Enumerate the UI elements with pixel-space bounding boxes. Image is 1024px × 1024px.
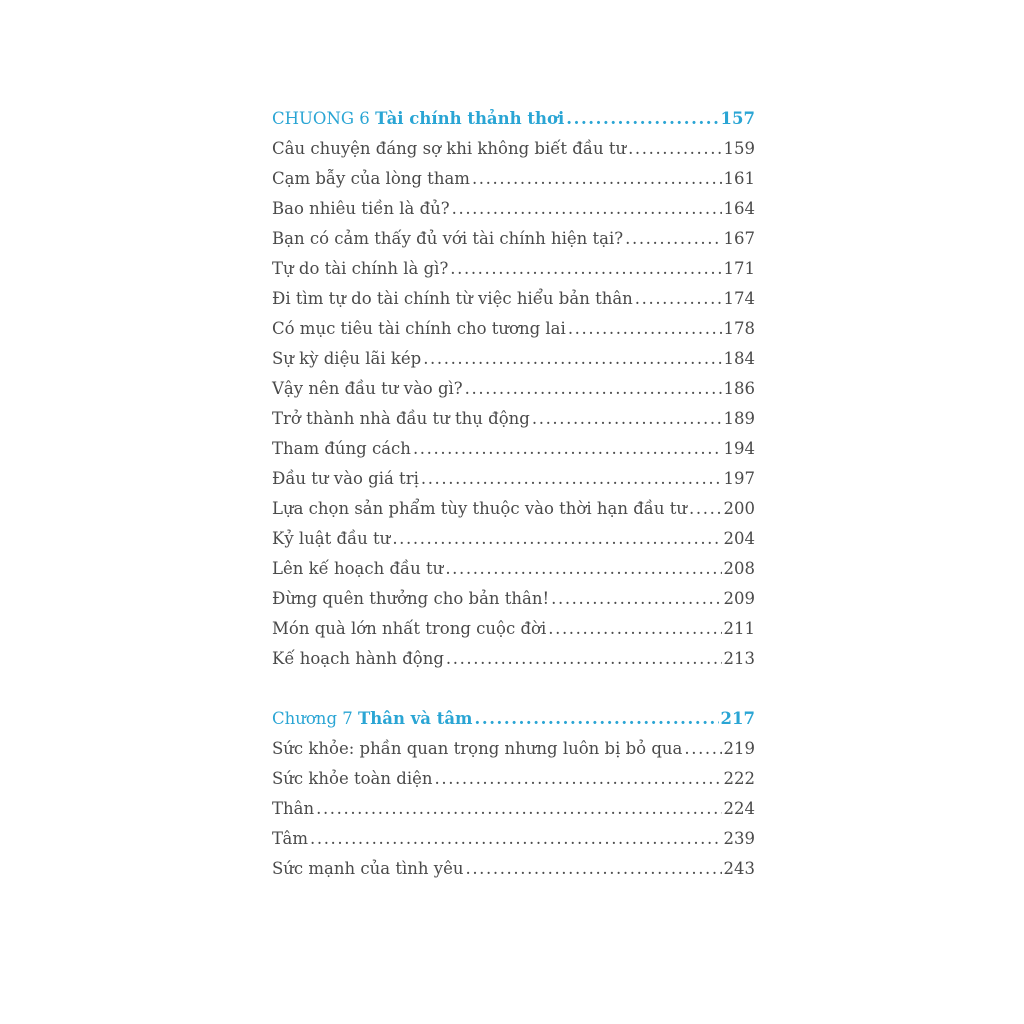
chapter-heading[interactable]	[272, 104, 755, 134]
toc-entry[interactable]	[272, 524, 755, 554]
dot-leader	[475, 704, 719, 734]
toc-entry[interactable]	[272, 434, 755, 464]
entry-title: Lên kế hoạch đầu tư	[272, 559, 444, 578]
entry-title: Sức khỏe: phần quan trọng nhưng luôn bị bỏ qua	[272, 739, 683, 758]
chapter-section	[272, 104, 755, 674]
dot-leader	[625, 224, 721, 254]
toc-entry[interactable]	[272, 374, 755, 404]
entry-title: Trở thành nhà đầu tư thụ động	[272, 409, 530, 428]
dot-leader	[628, 134, 721, 164]
entry-page-number: 186	[723, 379, 755, 398]
entry-page-number: 209	[723, 589, 755, 608]
dot-leader	[684, 734, 721, 764]
entry-title: Tham đúng cách	[272, 439, 411, 458]
chapter-number: Chương 7	[272, 709, 353, 728]
toc-entry[interactable]	[272, 134, 755, 164]
toc-entry[interactable]	[272, 314, 755, 344]
entry-page-number: 194	[723, 439, 755, 458]
chapter-page-number: 157	[720, 109, 755, 128]
entry-title: Thân	[272, 799, 315, 818]
entry-title: Đừng quên thưởng cho bản thân!	[272, 589, 550, 608]
entry-title: Sức khỏe toàn diện	[272, 769, 433, 788]
dot-leader	[568, 314, 722, 344]
dot-leader	[465, 374, 722, 404]
entry-title: Cạm bẫy của lòng tham	[272, 169, 470, 188]
chapter-title	[272, 704, 473, 734]
dot-leader	[548, 614, 721, 644]
toc-entry[interactable]	[272, 794, 755, 824]
entry-page-number: 167	[723, 229, 755, 248]
entry-title: Lựa chọn sản phẩm tùy thuộc vào thời hạn đầu tư	[272, 499, 688, 518]
entry-title: Sự kỳ diệu lãi kép	[272, 349, 422, 368]
entry-page-number: 159	[723, 139, 755, 158]
entry-page-number: 184	[723, 349, 755, 368]
entry-page-number: 213	[723, 649, 755, 668]
dot-leader	[435, 764, 722, 794]
toc-entry[interactable]	[272, 554, 755, 584]
dot-leader	[635, 284, 722, 314]
entry-title: Kế hoạch hành động	[272, 649, 444, 668]
entry-title: Câu chuyện đáng sợ khi không biết đầu tư	[272, 139, 627, 158]
dot-leader	[421, 464, 722, 494]
entry-page-number: 224	[723, 799, 755, 818]
entry-page-number: 222	[723, 769, 755, 788]
toc-entry[interactable]	[272, 494, 755, 524]
toc-entry[interactable]	[272, 344, 755, 374]
entry-page-number: 161	[723, 169, 755, 188]
toc-entry[interactable]	[272, 824, 755, 854]
entry-title: Sức mạnh của tình yêu	[272, 859, 464, 878]
entry-title: Kỷ luật đầu tư	[272, 529, 391, 548]
entry-page-number: 171	[723, 259, 755, 278]
dot-leader	[551, 584, 721, 614]
toc-entry[interactable]	[272, 254, 755, 284]
toc-entry[interactable]	[272, 224, 755, 254]
toc-entry[interactable]	[272, 614, 755, 644]
dot-leader	[472, 164, 722, 194]
toc-entry[interactable]	[272, 404, 755, 434]
entry-page-number: 219	[723, 739, 755, 758]
dot-leader	[566, 104, 718, 134]
entry-page-number: 200	[723, 499, 755, 518]
entry-page-number: 208	[723, 559, 755, 578]
entry-title: Món quà lớn nhất trong cuộc đời	[272, 619, 547, 638]
entry-page-number: 189	[723, 409, 755, 428]
entry-title: Tâm	[272, 829, 309, 848]
dot-leader	[450, 254, 721, 284]
entry-title: Đi tìm tự do tài chính từ việc hiểu bản thân	[272, 289, 633, 308]
entry-page-number: 197	[723, 469, 755, 488]
dot-leader	[452, 194, 722, 224]
dot-leader	[445, 554, 721, 584]
dot-leader	[310, 824, 721, 854]
entry-title: Có mục tiêu tài chính cho tương lai	[272, 319, 566, 338]
dot-leader	[689, 494, 721, 524]
toc-entry[interactable]	[272, 644, 755, 674]
dot-leader	[413, 434, 722, 464]
entry-title: Vậy nên đầu tư vào gì?	[272, 379, 463, 398]
dot-leader	[532, 404, 722, 434]
dot-leader	[446, 644, 722, 674]
entry-page-number: 243	[723, 859, 755, 878]
entry-title: Bạn có cảm thấy đủ với tài chính hiện tại?	[272, 229, 624, 248]
toc-entry[interactable]	[272, 284, 755, 314]
entry-title: Tự do tài chính là gì?	[272, 259, 449, 278]
entry-page-number: 164	[723, 199, 755, 218]
entry-page-number: 239	[723, 829, 755, 848]
dot-leader	[423, 344, 721, 374]
toc-entry[interactable]	[272, 854, 755, 884]
dot-leader	[316, 794, 721, 824]
toc-entry[interactable]	[272, 164, 755, 194]
entry-page-number: 204	[723, 529, 755, 548]
table-of-contents	[272, 104, 755, 884]
dot-leader	[465, 854, 721, 884]
chapter-page-number: 217	[720, 709, 755, 728]
dot-leader	[392, 524, 721, 554]
toc-entry[interactable]	[272, 764, 755, 794]
entry-page-number: 178	[723, 319, 755, 338]
toc-entry[interactable]	[272, 194, 755, 224]
chapter-name: Thân và tâm	[358, 709, 473, 728]
entry-page-number: 174	[723, 289, 755, 308]
entry-page-number: 211	[723, 619, 755, 638]
toc-entry[interactable]	[272, 464, 755, 494]
entry-title: Bao nhiêu tiền là đủ?	[272, 199, 450, 218]
chapter-name: Tài chính thảnh thơi	[375, 109, 565, 128]
toc-entry[interactable]	[272, 734, 755, 764]
toc-entry[interactable]	[272, 584, 755, 614]
entry-title: Đầu tư vào giá trị	[272, 469, 419, 488]
chapter-title	[272, 104, 564, 134]
chapter-section	[272, 704, 755, 884]
chapter-heading[interactable]	[272, 704, 755, 734]
chapter-number: CHUONG 6	[272, 109, 370, 128]
